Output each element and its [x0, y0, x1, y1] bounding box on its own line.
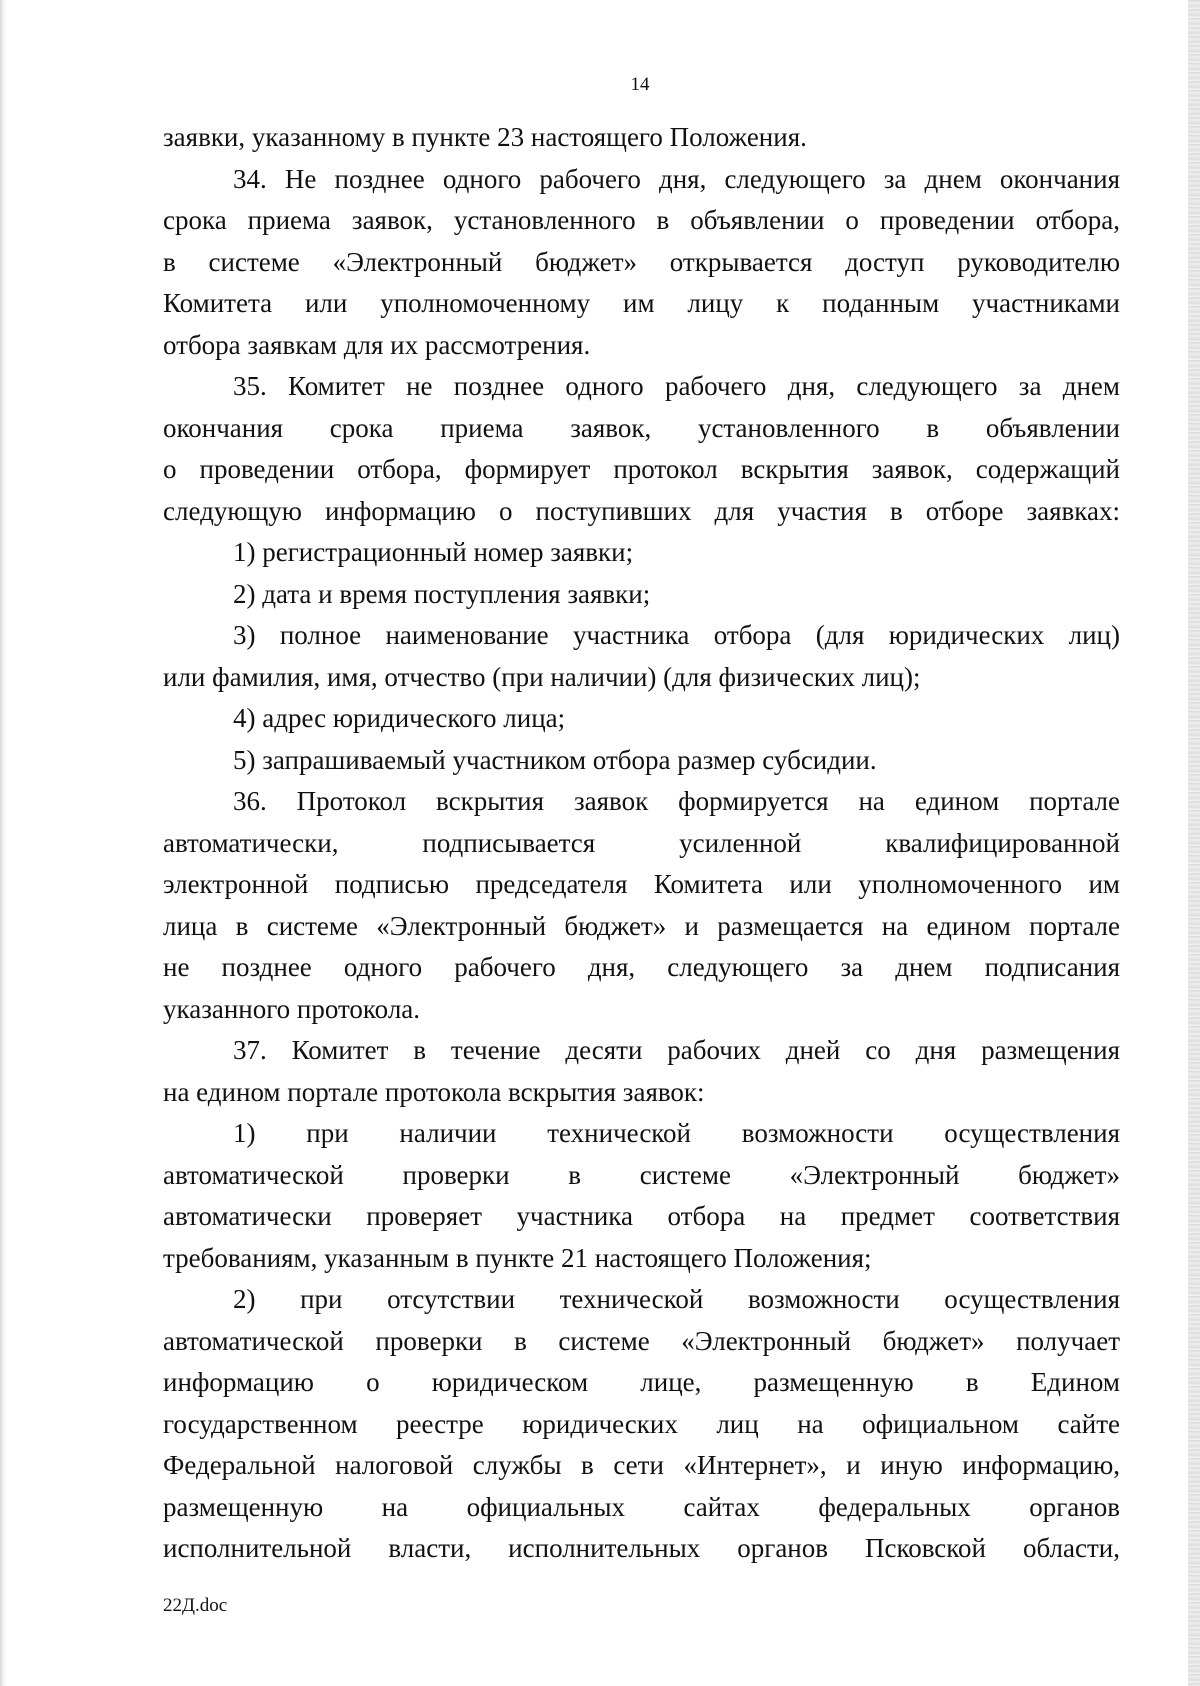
text-line: или фамилия, имя, отчество (при наличии) (для физических лиц);: [163, 661, 921, 692]
text-line: лица в системе «Электронный бюджет» и размещается на едином портале: [163, 910, 1120, 941]
scan-edge-left: [0, 0, 6, 1686]
text-line: следующую информацию о поступивших для участия в отборе заявках:: [163, 495, 1120, 526]
text-line: на едином портале протокола вскрытия заявок:: [163, 1076, 705, 1107]
page-number: 14: [630, 74, 650, 95]
text-line: исполнительной власти, исполнительных органов Псковской области,: [163, 1533, 1120, 1563]
text-line: 36. Протокол вскрытия заявок формируется на едином портале: [233, 786, 1120, 816]
text-line: автоматически проверяет участника отбора на предмет соответствия: [163, 1201, 1120, 1231]
text-line: требованиям, указанным в пункте 21 настоящего Положения;: [163, 1242, 872, 1273]
text-line: 2) при отсутствии технической возможности осуществления: [233, 1284, 1120, 1314]
text-line: 2) дата и время поступления заявки;: [233, 578, 651, 609]
text-line: электронной подписью председателя Комитета или уполномоченного им: [163, 869, 1120, 899]
text-line: 37. Комитет в течение десяти рабочих дней со дня размещения: [233, 1035, 1120, 1065]
text-line: заявки, указанному в пункте 23 настоящего Положения.: [163, 122, 807, 152]
text-line: 34. Не позднее одного рабочего дня, следующего за днем окончания: [233, 163, 1120, 194]
text-line: 3) полное наименование участника отбора (для юридических лиц): [233, 620, 1120, 650]
text-line: 1) регистрационный номер заявки;: [233, 537, 634, 567]
text-line: 5) запрашиваемый участником отбора размер субсидии.: [233, 744, 877, 775]
scan-edge-right: [1188, 0, 1200, 1686]
text-line: Федеральной налоговой службы в сети «Интернет», и иную информацию,: [163, 1450, 1120, 1480]
text-line: 35. Комитет не позднее одного рабочего дня, следующего за днем: [233, 371, 1120, 401]
text-line: автоматической проверки в системе «Электронный бюджет»: [163, 1159, 1120, 1190]
text-line: в системе «Электронный бюджет» открывается доступ руководителю: [163, 246, 1120, 277]
text-line: срока приема заявок, установленного в объявлении о проведении отбора,: [163, 205, 1120, 235]
text-line: размещенную на официальных сайтах федеральных органов: [163, 1491, 1120, 1522]
text-line: отбора заявкам для их рассмотрения.: [163, 329, 591, 360]
text-line: не позднее одного рабочего дня, следующего за днем подписания: [163, 952, 1120, 982]
text-line: о проведении отбора, формирует протокол вскрытия заявок, содержащий: [163, 454, 1120, 484]
text-line: автоматически, подписывается усиленной квалифицированной: [163, 827, 1120, 858]
text-line: 1) при наличии технической возможности осуществления: [233, 1118, 1120, 1148]
text-line: указанного протокола.: [163, 993, 421, 1024]
text-line: автоматической проверки в системе «Электронный бюджет» получает: [163, 1325, 1120, 1356]
text-line: 4) адрес юридического лица;: [233, 703, 566, 733]
text-line: государственном реестре юридических лиц на официальном сайте: [163, 1408, 1120, 1439]
text-line: окончания срока приема заявок, установленного в объявлении: [163, 412, 1120, 443]
footer-filename: 22Д.doc: [163, 1595, 228, 1616]
text-line: информацию о юридическом лице, размещенную в Едином: [163, 1367, 1120, 1397]
document-body: [163, 117, 1120, 1570]
text-line: Комитета или уполномоченному им лицу к поданным участниками: [163, 288, 1120, 318]
